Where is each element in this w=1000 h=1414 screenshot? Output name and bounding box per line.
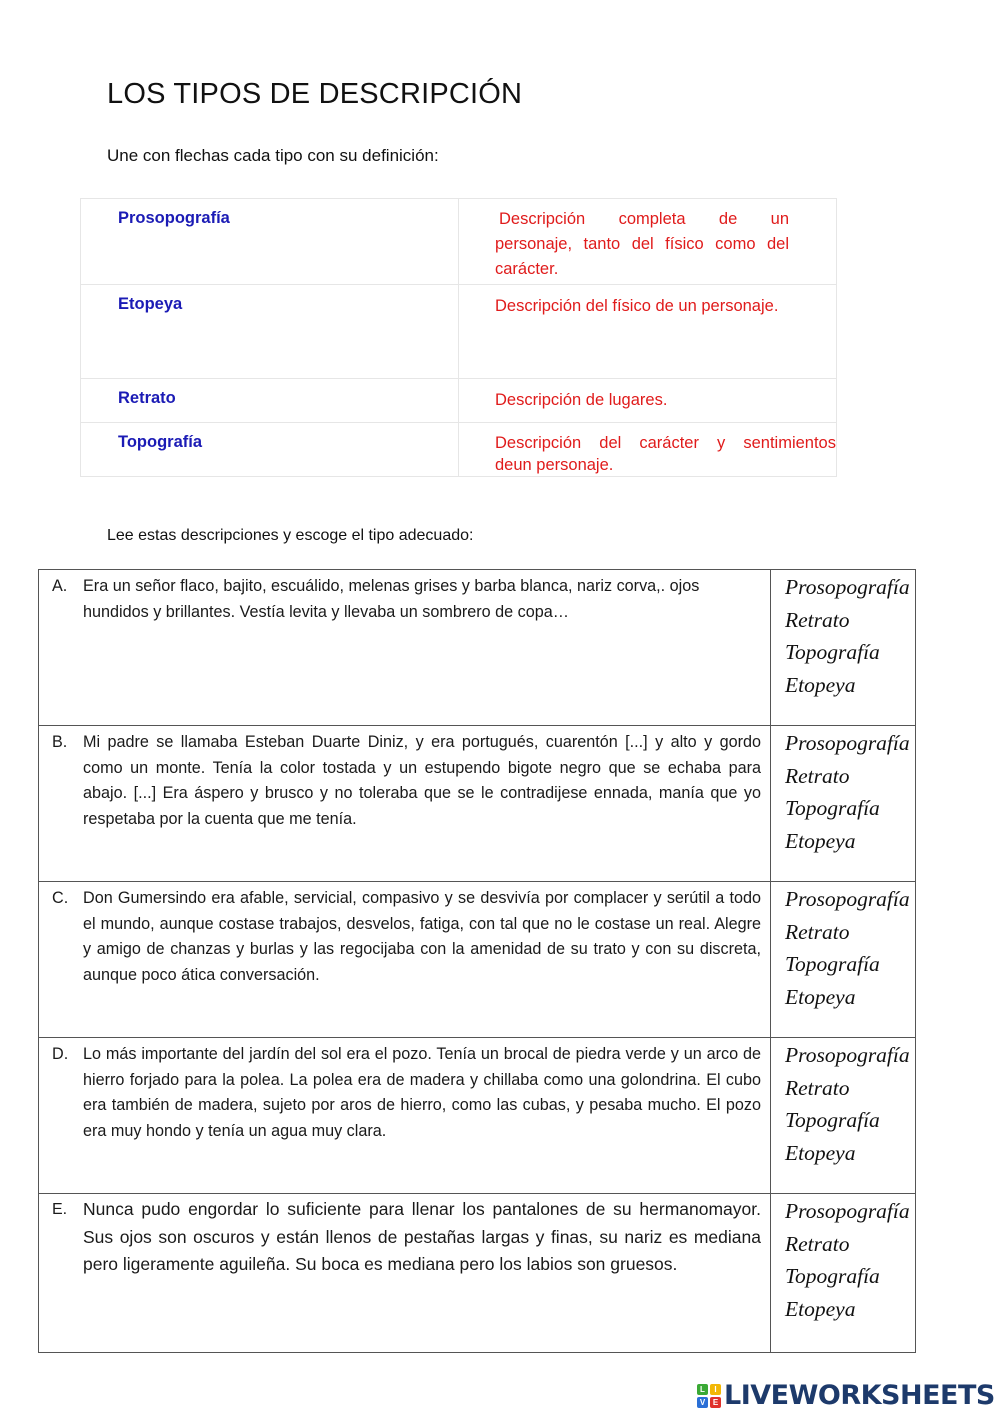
definition-line: Descripción de lugares. <box>495 391 668 409</box>
option-etopeya[interactable]: Etopeya <box>785 828 856 853</box>
item-letter: A. <box>52 577 68 595</box>
option-topografia[interactable]: Topografía <box>785 640 880 664</box>
item-letter: B. <box>52 733 68 751</box>
match-definition[interactable] <box>459 285 837 379</box>
definition-line: carácter. <box>495 260 559 278</box>
description-text: Nunca pudo engordar lo suficiente para llenar los pantalones de su hermanomayor. Sus ojos son oscuros y están llenos de pestañas largas y finas, su nariz es mediana pero ligeramente aguileña. Su boca es mediana pero los labios son gruesos. <box>83 1199 761 1274</box>
match-row <box>81 379 837 423</box>
option-retrato[interactable]: Retrato <box>785 919 850 944</box>
description-cell <box>39 1194 771 1353</box>
match-row <box>81 199 837 285</box>
item-letter: E. <box>52 1201 68 1218</box>
description-text: Don Gumersindo era afable, servicial, compasivo y se desvivía por complacer y serútil a todo el mundo, aunque costase trabajos, desvelos, fatiga, con tal que no le costase un real. Alegre y amigo de chanzas y burlas y las regocijaba con la amenidad de su trato y con su discreta, aunque poco ática conversación. <box>83 889 761 984</box>
options-cell <box>771 1194 916 1353</box>
option-etopeya[interactable]: Etopeya <box>785 1296 856 1321</box>
match-term[interactable]: Retrato <box>81 379 459 423</box>
option-retrato[interactable]: Retrato <box>785 607 850 632</box>
logo-tile-e: E <box>710 1397 721 1408</box>
match-row <box>81 285 837 379</box>
description-text: Era un señor flaco, bajito, escuálido, melenas grises y barba blanca, nariz corva,. ojos hundidos y brillantes. Vestía levita y llevaba un sombrero de copa… <box>83 577 700 621</box>
description-row-e <box>39 1194 916 1353</box>
definition-line: Descripción completa de un <box>499 210 789 228</box>
match-term[interactable]: Topografía <box>81 423 459 477</box>
description-text: Mi padre se llamaba Esteban Duarte Diniz, y era portugués, cuarentón [...] y alto y gordo como un monte. Tenía la color tostada y un estupendo bigote negro que se echaba para abajo. [...] Era áspero y brusco y no toleraba que se le contradijese ennada, manía que yo respetaba por la cuenta que me tenía. <box>83 733 761 828</box>
option-etopeya[interactable]: Etopeya <box>785 1140 856 1165</box>
option-prosopografia[interactable]: Prosopografía <box>785 887 910 911</box>
options-cell <box>771 726 916 882</box>
matching-table <box>80 198 837 477</box>
option-retrato[interactable]: Retrato <box>785 1075 850 1100</box>
item-letter: C. <box>52 889 69 907</box>
option-topografia[interactable]: Topografía <box>785 1108 880 1132</box>
match-row <box>81 423 837 477</box>
match-definition[interactable] <box>459 379 837 423</box>
option-retrato[interactable]: Retrato <box>785 1231 850 1256</box>
option-prosopografia[interactable]: Prosopografía <box>785 1199 910 1223</box>
choose-instruction: Lee estas descripciones y escoge el tipo adecuado: <box>107 527 474 544</box>
description-cell <box>39 1038 771 1194</box>
match-definition[interactable] <box>459 199 837 285</box>
definition-line: Descripción del físico de un personaje. <box>495 297 779 315</box>
liveworksheets-logo <box>697 1380 995 1411</box>
option-retrato[interactable]: Retrato <box>785 763 850 788</box>
logo-text: LIVEWORKSHEETS <box>724 1380 995 1411</box>
option-etopeya[interactable]: Etopeya <box>785 984 856 1009</box>
page-title: LOS TIPOS DE DESCRIPCIÓN <box>107 78 523 110</box>
liveworksheets-logo-icon <box>697 1384 721 1408</box>
description-row-a <box>39 570 916 726</box>
option-prosopografia[interactable]: Prosopografía <box>785 731 910 755</box>
logo-tile-v: V <box>697 1397 708 1408</box>
option-prosopografia[interactable]: Prosopografía <box>785 575 910 599</box>
options-cell <box>771 570 916 726</box>
definition-line: deun personaje. <box>495 456 614 474</box>
option-topografia[interactable]: Topografía <box>785 1264 880 1288</box>
options-cell <box>771 1038 916 1194</box>
definition-line: personaje, tanto del físico como del <box>495 235 789 253</box>
description-row-d <box>39 1038 916 1194</box>
description-cell <box>39 726 771 882</box>
item-letter: D. <box>52 1045 69 1063</box>
definition-line: Descripción del carácter y sentimientos <box>495 434 836 452</box>
option-prosopografia[interactable]: Prosopografía <box>785 1043 910 1067</box>
description-cell <box>39 882 771 1038</box>
description-row-b <box>39 726 916 882</box>
option-etopeya[interactable]: Etopeya <box>785 672 856 697</box>
match-term[interactable]: Prosopografía <box>81 199 459 285</box>
descriptions-table <box>38 569 916 1353</box>
options-cell <box>771 882 916 1038</box>
option-topografia[interactable]: Topografía <box>785 952 880 976</box>
description-text: Lo más importante del jardín del sol era el pozo. Tenía un brocal de piedra verde y un arco de hierro forjado para la polea. La polea era de madera y chillaba como una golondrina. El cubo era también de madera, sujeto por aros de hierro, como las cubas, y pesaba mucho. El pozo era muy hondo y tenía un agua muy clara. <box>83 1045 761 1140</box>
option-topografia[interactable]: Topografía <box>785 796 880 820</box>
description-row-c <box>39 882 916 1038</box>
description-cell <box>39 570 771 726</box>
logo-tile-i: I <box>710 1384 721 1395</box>
logo-tile-l: L <box>697 1384 708 1395</box>
match-definition[interactable] <box>459 423 837 477</box>
match-term[interactable]: Etopeya <box>81 285 459 379</box>
match-instruction: Une con flechas cada tipo con su definición: <box>107 146 439 165</box>
